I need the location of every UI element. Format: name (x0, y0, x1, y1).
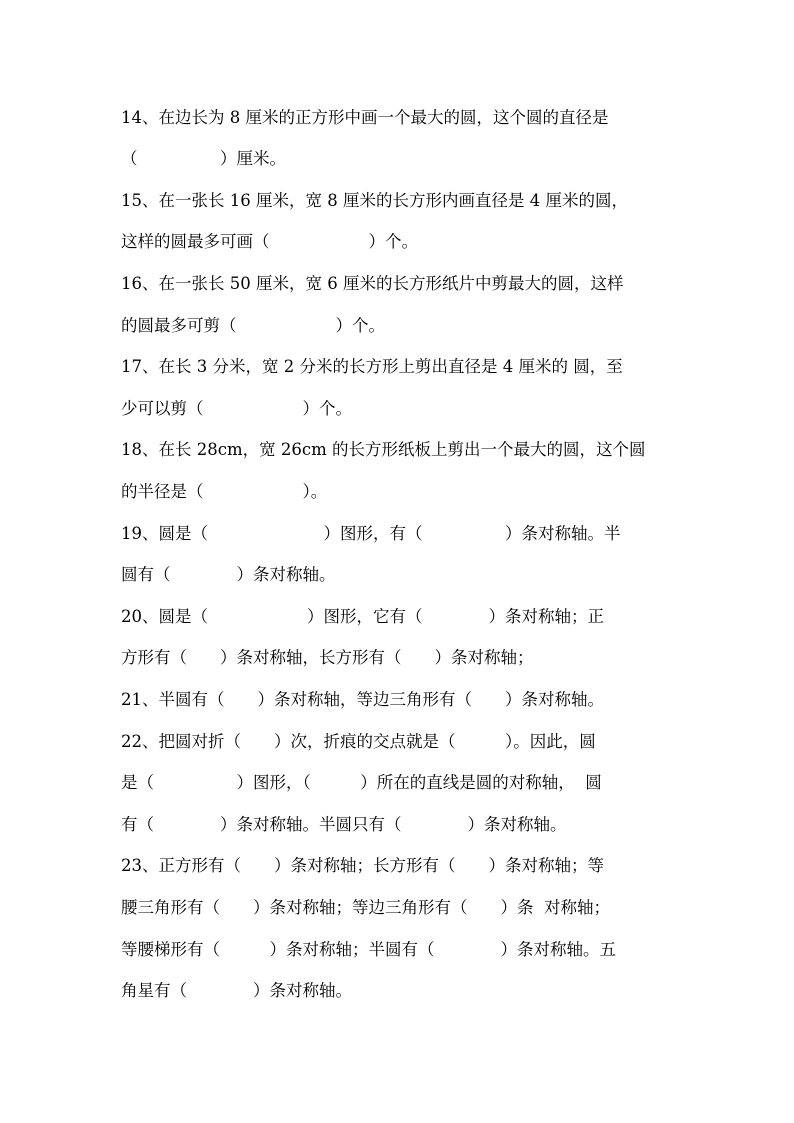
question-16-line-1: 16、在一张长 50 厘米，宽 6 厘米的长方形纸片中剪最大的圆，这样 (121, 274, 624, 293)
question-22-line-1: 22、把圆对折（ ）次，折痕的交点就是（ ）。因此，圆 (121, 732, 596, 751)
question-23-line-3: 等腰梯形有（ ）条对称轴；半圆有（ ）条对称轴。五 (121, 940, 616, 959)
question-22-line-3: 有（ ）条对称轴。半圆只有（ ）条对称轴。 (121, 815, 567, 834)
question-23-line-2: 腰三角形有（ ）条对称轴；等边三角形有（ ）条 对称轴； (121, 898, 610, 917)
question-14-line-2: （ ）厘米。 (121, 149, 286, 168)
question-20-line-2: 方形有（ ）条对称轴，长方形有（ ）条对称轴； (121, 648, 534, 667)
question-23-line-4: 角星有（ ）条对称轴。 (121, 981, 352, 1000)
question-15-line-1: 15、在一张长 16 厘米，宽 8 厘米的长方形内画直径是 4 厘米的圆， (121, 191, 628, 210)
question-20-line-1: 20、圆是（ ）图形，它有（ ）条对称轴；正 (121, 607, 604, 626)
question-21-line-1: 21、半圆有（ ）条对称轴，等边三角形有（ ）条对称轴。 (121, 690, 604, 709)
question-14-line-1: 14、在边长为 8 厘米的正方形中画一个最大的圆，这个圆的直径是 (121, 108, 609, 127)
question-22-line-2: 是（ ）图形，（ ）所在的直线是圆的对称轴， 圆 (121, 773, 602, 792)
question-16-line-2: 的圆最多可剪（ ）个。 (121, 316, 385, 335)
question-23-line-1: 23、正方形有（ ）条对称轴；长方形有（ ）条对称轴；等 (121, 856, 604, 875)
question-17-line-2: 少可以剪（ ）个。 (121, 399, 352, 418)
question-18-line-1: 18、在长 28cm，宽 26cm 的长方形纸板上剪出一个最大的圆，这个圆 (121, 440, 646, 459)
question-18-line-2: 的半径是（ ）。 (121, 482, 328, 501)
question-19-line-1: 19、圆是（ ）图形，有（ ）条对称轴。半 (121, 524, 621, 543)
question-19-line-2: 圆有（ ）条对称轴。 (121, 565, 336, 584)
question-17-line-1: 17、在长 3 分米，宽 2 分米的长方形上剪出直径是 4 厘米的 圆，至 (121, 357, 623, 376)
question-15-line-2: 这样的圆最多可画（ ）个。 (121, 232, 418, 251)
